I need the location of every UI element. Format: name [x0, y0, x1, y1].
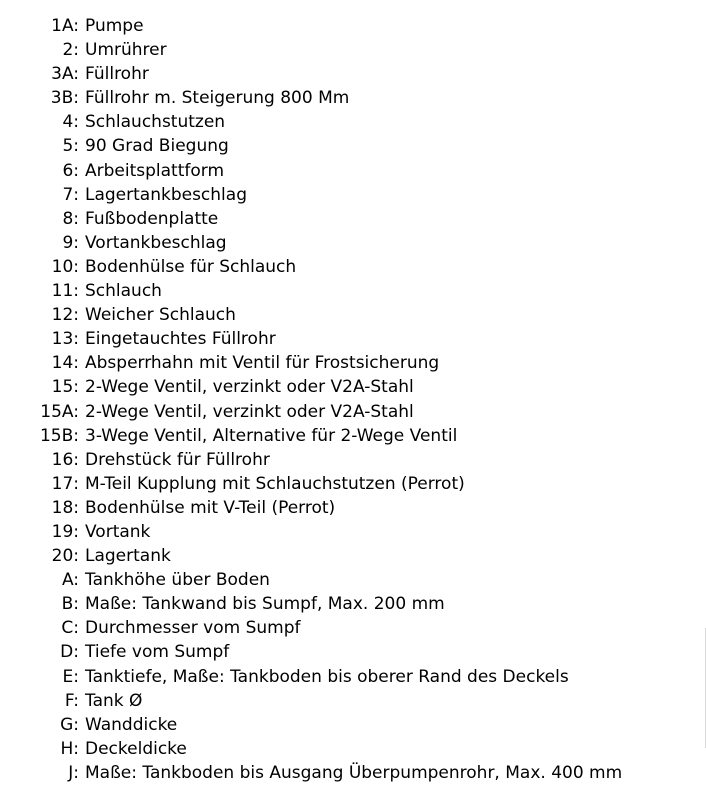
legend-text: Bodenhülse für Schlauch — [85, 256, 297, 277]
legend-text: 2-Wege Ventil, verzinkt oder V2A-Stahl — [85, 401, 414, 422]
legend-code: 3A: — [51, 64, 79, 85]
legend-item — [0, 568, 706, 592]
legend-item — [0, 231, 706, 255]
legend-code: 8: — [62, 208, 79, 229]
legend-item — [0, 592, 706, 616]
legend-code: 15B: — [39, 425, 79, 446]
legend-code: 9: — [62, 232, 79, 253]
legend-code: 5: — [62, 136, 79, 157]
legend-text: 2-Wege Ventil, verzinkt oder V2A-Stahl — [85, 377, 414, 398]
legend-code: 15: — [51, 377, 79, 398]
legend-code: J: — [68, 762, 79, 783]
legend-code: G: — [60, 714, 79, 735]
legend-text: Füllrohr — [85, 64, 149, 85]
legend-code: 18: — [51, 497, 79, 518]
legend-text: Fußbodenplatte — [85, 208, 219, 229]
legend-list — [0, 14, 706, 785]
legend-text: Pumpe — [85, 16, 144, 36]
legend-text: M-Teil Kupplung mit Schlauchstutzen (Perrot) — [85, 473, 465, 494]
legend-item — [0, 38, 706, 62]
legend-code: 16: — [51, 449, 79, 470]
legend-text: Vortankbeschlag — [85, 232, 227, 253]
legend-item — [0, 689, 706, 713]
legend-code: A: — [61, 570, 79, 591]
legend-code: 10: — [51, 256, 79, 277]
legend-item — [0, 183, 706, 207]
legend-code: 11: — [51, 281, 79, 302]
legend-code: E: — [62, 666, 79, 687]
legend-text: 90 Grad Biegung — [85, 136, 229, 157]
legend-item — [0, 737, 706, 761]
legend-code: 15A: — [40, 401, 79, 422]
legend-code: F: — [64, 690, 79, 711]
legend-text: Absperrhahn mit Ventil für Frostsicherung — [85, 353, 440, 374]
legend-text: Schlauchstutzen — [85, 112, 226, 133]
legend-text: Vortank — [85, 521, 151, 542]
legend-code: 20: — [51, 546, 79, 567]
legend-item — [0, 713, 706, 737]
legend-text: Umrührer — [85, 40, 167, 61]
legend-text: Tanktiefe, Maße: Tankboden bis oberer Rand des Deckels — [85, 666, 569, 687]
legend-item — [0, 665, 706, 689]
legend-item — [0, 207, 706, 231]
legend-text: Maße: Tankwand bis Sumpf, Max. 200 mm — [85, 594, 445, 615]
legend-text: Weicher Schlauch — [85, 305, 236, 326]
legend-text: Lagertank — [85, 546, 171, 567]
legend-text: 3-Wege Ventil, Alternative für 2-Wege Ventil — [85, 425, 458, 446]
legend-code: D: — [60, 642, 79, 663]
legend-item — [0, 86, 706, 110]
legend-item — [0, 351, 706, 375]
legend-code: 19: — [51, 521, 79, 542]
legend-item — [0, 616, 706, 640]
legend-item — [0, 400, 706, 424]
legend-code: B: — [61, 594, 79, 615]
legend-text: Tiefe vom Sumpf — [85, 642, 230, 663]
legend-code: 12: — [51, 305, 79, 326]
legend-code: H: — [60, 738, 79, 759]
legend-item — [0, 496, 706, 520]
legend-text: Drehstück für Füllrohr — [85, 449, 270, 470]
legend-item — [0, 255, 706, 279]
legend-text: Wanddicke — [85, 714, 178, 735]
legend-text: Tankhöhe über Boden — [85, 570, 270, 591]
legend-code: 4: — [62, 112, 79, 133]
legend-item — [0, 110, 706, 134]
legend-text: Arbeitsplattform — [85, 160, 225, 181]
legend-code: 14: — [51, 353, 79, 374]
legend-code: 1A: — [51, 16, 79, 36]
legend-item — [0, 448, 706, 472]
legend-item — [0, 279, 706, 303]
legend-item — [0, 424, 706, 448]
legend-item — [0, 472, 706, 496]
legend-text: Füllrohr m. Steigerung 800 Mm — [85, 88, 350, 109]
legend-item — [0, 62, 706, 86]
legend-text: Lagertankbeschlag — [85, 184, 247, 205]
legend-item — [0, 134, 706, 158]
legend-item — [0, 14, 706, 38]
legend-code: 7: — [62, 184, 79, 205]
legend-text: Bodenhülse mit V-Teil (Perrot) — [85, 497, 336, 518]
legend-item — [0, 520, 706, 544]
legend-code: 13: — [51, 329, 79, 350]
legend-item — [0, 327, 706, 351]
legend-text: Tank Ø — [85, 690, 143, 711]
legend-item — [0, 761, 706, 785]
legend-text: Durchmesser vom Sumpf — [85, 618, 301, 639]
legend-code: C: — [61, 618, 79, 639]
legend-item — [0, 375, 706, 399]
legend-code: 3B: — [50, 88, 79, 109]
legend-item — [0, 640, 706, 664]
legend-item — [0, 303, 706, 327]
legend-item — [0, 544, 706, 568]
legend-text: Schlauch — [85, 281, 162, 302]
legend-code: 6: — [62, 160, 79, 181]
legend-item — [0, 159, 706, 183]
legend-text: Eingetauchtes Füllrohr — [85, 329, 276, 350]
legend-text: Maße: Tankboden bis Ausgang Überpumpenrohr, Max. 400 mm — [85, 762, 623, 783]
legend-text: Deckeldicke — [85, 738, 187, 759]
legend-code: 17: — [51, 473, 79, 494]
legend-code: 2: — [62, 40, 79, 61]
